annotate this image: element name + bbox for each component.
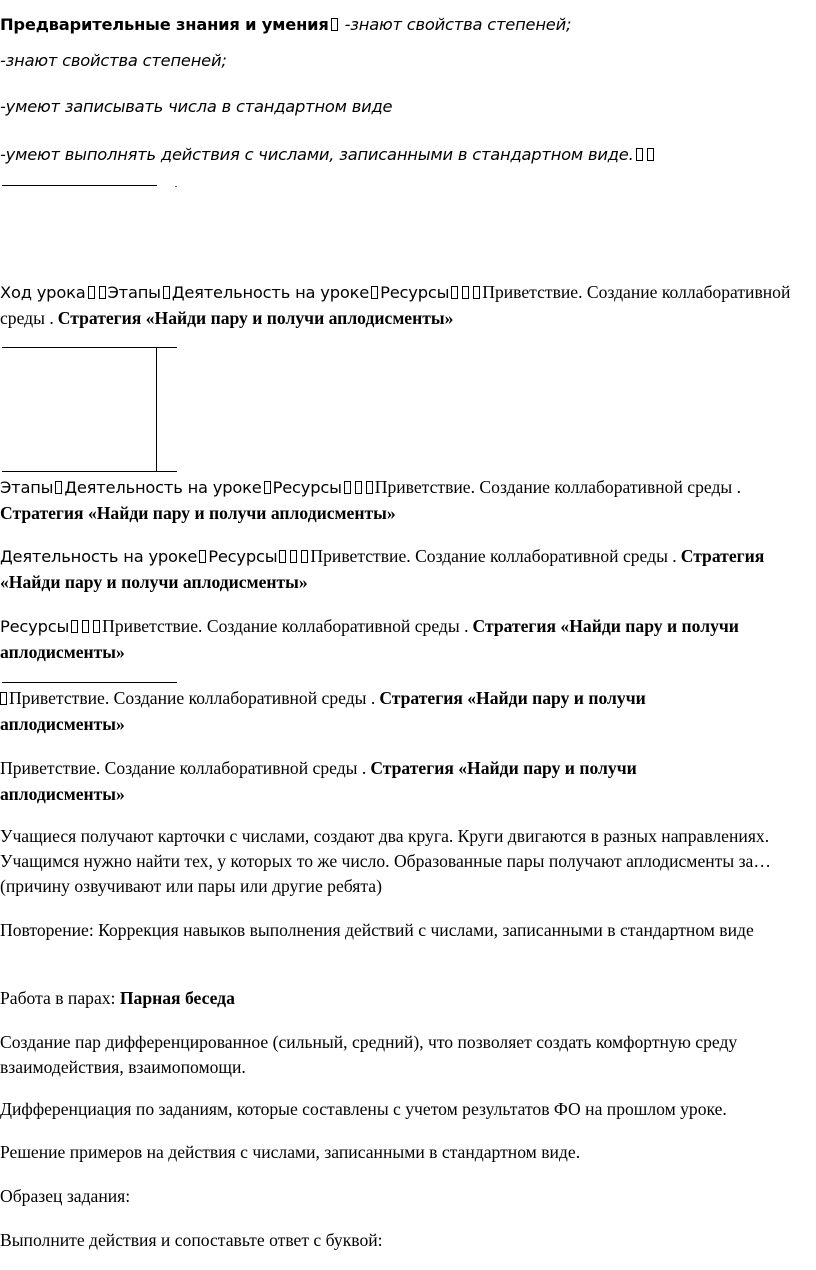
strategy-text: аплодисменты»	[0, 642, 125, 662]
pairs-label: Работа в парах:	[0, 988, 116, 1008]
glyph-box-icon	[279, 550, 286, 563]
glyph-box-icon	[55, 481, 62, 494]
resursy-label: Ресурсы	[0, 617, 70, 636]
strategy-text: аплодисменты»	[0, 714, 125, 734]
strategy-text: аплодисменты»	[0, 784, 125, 804]
paragraph: Образец задания:	[0, 1186, 131, 1206]
strategy-text: Стратегия «Найди пару и получи аплодисменты»	[0, 503, 396, 523]
prereq-item: -знают свойства степеней;	[344, 15, 572, 34]
strategy-text: Стратегия «Найди пару и получи	[472, 616, 739, 636]
deyat-label: Деятельность на уроке	[171, 283, 370, 302]
strategy-text: Стратегия «Найди пару и получи аплодисменты»	[57, 308, 454, 328]
etapy-label: Этапы	[0, 478, 54, 497]
greeting-text: Приветствие. Создание коллаборативной среды .	[9, 688, 376, 708]
paragraph: Учащиеся получают карточки с числами, создают два круга. Круги двигаются в разных направлениях. Учащимся нужно найти тех, у которых то же число. Образованные пары получают аплодисменты за…(причину озвучивают или пары или другие ребята)	[0, 826, 771, 896]
divider	[2, 185, 157, 186]
glyph-box-icon	[647, 148, 654, 161]
lesson-flow	[0, 280, 816, 332]
glyph-box-icon	[344, 481, 351, 494]
divider	[156, 348, 157, 472]
etapy-label: Этапы	[107, 283, 161, 302]
paragraph: Дифференциация по заданиям, которые составлены с учетом результатов ФО на прошлом уроке.	[0, 1099, 727, 1119]
divider	[2, 682, 177, 683]
lesson-flow	[0, 614, 816, 666]
strategy-text: Стратегия «Найди пару и получи	[370, 758, 637, 778]
strategy-text: Стратегия «Найди пару и получи аплодисменты»	[0, 546, 765, 592]
pairs-bold: Парная беседа	[119, 988, 235, 1008]
resursy-label: Ресурсы	[380, 283, 450, 302]
paragraph: Повторение: Коррекция навыков выполнения действий с числами, записанными в стандартном виде	[0, 920, 754, 940]
greeting-text: Приветствие. Создание коллаборативной среды .	[310, 546, 677, 566]
paragraph: Решение примеров на действия с числами, записанными в стандартном виде.	[0, 1142, 581, 1162]
paragraph	[0, 986, 816, 1011]
prereq-item: -умеют записывать числа в стандартном виде	[0, 97, 393, 116]
glyph-box-icon	[301, 550, 308, 563]
strategy-text: Стратегия «Найди пару и получи	[379, 688, 646, 708]
prereq-line	[0, 142, 816, 167]
resursy-label: Ресурсы	[208, 547, 278, 566]
glyph-box-icon	[199, 550, 206, 563]
glyph-box-icon	[71, 620, 78, 633]
hod-label: Ход урока	[0, 283, 86, 302]
glyph-box-icon	[0, 692, 7, 705]
glyph-box-icon	[451, 286, 458, 299]
glyph-box-icon	[163, 286, 170, 299]
greeting-text: Приветствие. Создание коллаборативной среды .	[374, 477, 742, 497]
glyph-box-icon	[473, 286, 480, 299]
glyph-box-icon	[462, 286, 469, 299]
paragraph: Создание пар дифференцированное (сильный, средний), что позволяет создать комфортную среду взаимодействия, взаимопомощи.	[0, 1032, 738, 1077]
lesson-flow	[0, 686, 816, 738]
glyph-box-icon	[82, 620, 89, 633]
lesson-flow	[0, 475, 816, 527]
glyph-box-icon	[264, 481, 271, 494]
glyph-box-icon	[331, 18, 338, 31]
glyph-box-icon	[636, 148, 643, 161]
glyph-box-icon	[355, 481, 362, 494]
prereq-title: Предварительные знания и умения	[0, 15, 329, 34]
lesson-flow	[0, 544, 816, 596]
dot-mark	[175, 186, 177, 187]
glyph-box-icon	[290, 550, 297, 563]
prereq-item: -умеют выполнять действия с числами, записанными в стандартном виде.	[0, 145, 634, 164]
glyph-box-icon	[93, 620, 100, 633]
greeting-text: Приветствие. Создание коллаборативной среды .	[0, 282, 791, 328]
glyph-box-icon	[99, 286, 106, 299]
deyat-label: Деятельность на уроке	[64, 478, 262, 497]
divider	[2, 471, 177, 472]
glyph-box-icon	[371, 286, 378, 299]
glyph-box-icon	[88, 286, 95, 299]
glyph-box-icon	[366, 481, 373, 494]
lesson-flow	[0, 756, 816, 808]
greeting-text: Приветствие. Создание коллаборативной среды .	[0, 758, 367, 778]
deyat-label: Деятельность на уроке	[0, 547, 198, 566]
divider	[2, 347, 177, 348]
greeting-text: Приветствие. Создание коллаборативной среды .	[102, 616, 469, 636]
resursy-label: Ресурсы	[272, 478, 342, 497]
paragraph: Выполните действия и сопоставьте ответ с буквой:	[0, 1230, 383, 1250]
prereq-item: -знают свойства степеней;	[0, 51, 227, 70]
prereq-line	[0, 12, 816, 37]
